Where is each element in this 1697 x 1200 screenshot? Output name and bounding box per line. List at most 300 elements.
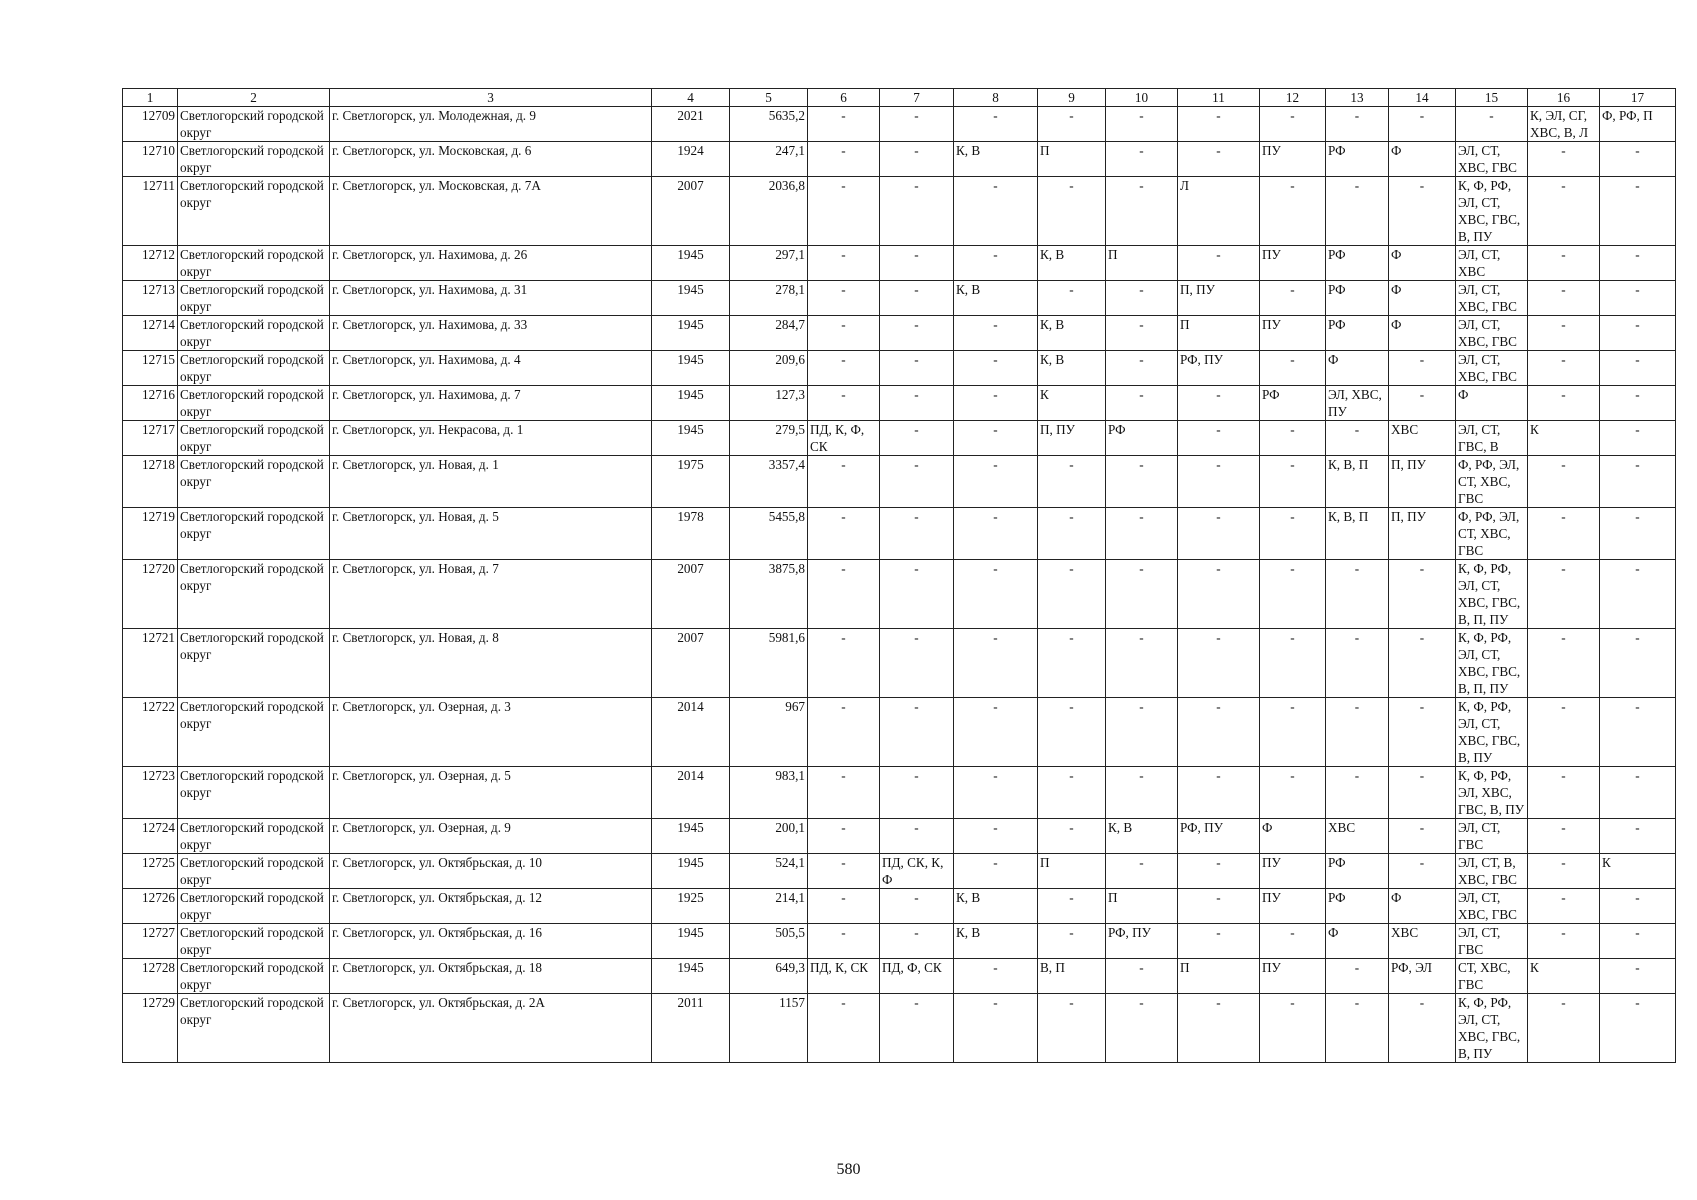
area-cell: 214,1 (730, 889, 808, 924)
row-number: 12712 (123, 246, 178, 281)
col14-cell: - (1389, 386, 1456, 421)
col6-cell: - (808, 351, 880, 386)
col11-cell: - (1178, 142, 1260, 177)
col7-cell: ПД, Ф, СК (880, 959, 954, 994)
col10-cell: - (1106, 177, 1178, 246)
area-cell: 5455,8 (730, 508, 808, 560)
col8-cell: - (954, 351, 1038, 386)
col7-cell: - (880, 351, 954, 386)
col9-cell: - (1038, 107, 1106, 142)
col17-cell: - (1600, 508, 1676, 560)
col10-cell: - (1106, 698, 1178, 767)
col14-cell: Ф (1389, 281, 1456, 316)
col13-cell: Ф (1326, 924, 1389, 959)
col13-cell: ХВС (1326, 819, 1389, 854)
address-cell: г. Светлогорск, ул. Октябрьская, д. 12 (330, 889, 652, 924)
year-cell: 2014 (652, 698, 730, 767)
col12-cell: ПУ (1260, 316, 1326, 351)
table-row (123, 316, 1676, 351)
col9-cell: - (1038, 177, 1106, 246)
col7-cell: - (880, 177, 954, 246)
col10-cell: РФ, ПУ (1106, 924, 1178, 959)
col15-cell: СТ, ХВС, ГВС (1456, 959, 1528, 994)
district-cell: Светлогорский городской округ (178, 246, 330, 281)
col17-cell: - (1600, 767, 1676, 819)
col17-cell: - (1600, 889, 1676, 924)
col6-cell: - (808, 924, 880, 959)
col10-cell: П (1106, 889, 1178, 924)
col11-cell: - (1178, 386, 1260, 421)
col6-cell: - (808, 246, 880, 281)
col9-cell: В, П (1038, 959, 1106, 994)
column-number-header: 9 (1038, 89, 1106, 107)
col6-cell: - (808, 508, 880, 560)
col10-cell: - (1106, 281, 1178, 316)
address-cell: г. Светлогорск, ул. Нахимова, д. 26 (330, 246, 652, 281)
area-cell: 1157 (730, 994, 808, 1063)
col8-cell: - (954, 854, 1038, 889)
col11-cell: - (1178, 767, 1260, 819)
row-number: 12709 (123, 107, 178, 142)
col8-cell: К, В (954, 281, 1038, 316)
col17-cell: Ф, РФ, П (1600, 107, 1676, 142)
col12-cell: - (1260, 508, 1326, 560)
col14-cell: - (1389, 177, 1456, 246)
col7-cell: - (880, 889, 954, 924)
column-number-header: 14 (1389, 89, 1456, 107)
col9-cell: - (1038, 456, 1106, 508)
district-cell: Светлогорский городской округ (178, 924, 330, 959)
table-row (123, 386, 1676, 421)
col9-cell: К (1038, 386, 1106, 421)
col8-cell: - (954, 994, 1038, 1063)
col12-cell: - (1260, 456, 1326, 508)
area-cell: 200,1 (730, 819, 808, 854)
address-cell: г. Светлогорск, ул. Октябрьская, д. 18 (330, 959, 652, 994)
year-cell: 2007 (652, 560, 730, 629)
col6-cell: - (808, 889, 880, 924)
col17-cell: - (1600, 698, 1676, 767)
col14-cell: - (1389, 107, 1456, 142)
col13-cell: - (1326, 560, 1389, 629)
table-row (123, 456, 1676, 508)
col15-cell: К, Ф, РФ, ЭЛ, СТ, ХВС, ГВС, В, ПУ (1456, 698, 1528, 767)
area-cell: 247,1 (730, 142, 808, 177)
row-number: 12714 (123, 316, 178, 351)
col12-cell: - (1260, 767, 1326, 819)
col16-cell: - (1528, 994, 1600, 1063)
col16-cell: - (1528, 351, 1600, 386)
table-row (123, 142, 1676, 177)
col9-cell: - (1038, 508, 1106, 560)
col8-cell: К, В (954, 889, 1038, 924)
col9-cell: - (1038, 889, 1106, 924)
col13-cell: РФ (1326, 854, 1389, 889)
address-cell: г. Светлогорск, ул. Нахимова, д. 33 (330, 316, 652, 351)
year-cell: 1924 (652, 142, 730, 177)
col17-cell: - (1600, 281, 1676, 316)
col12-cell: - (1260, 560, 1326, 629)
table-row (123, 508, 1676, 560)
col11-cell: Л (1178, 177, 1260, 246)
row-number: 12716 (123, 386, 178, 421)
col15-cell: Ф, РФ, ЭЛ, СТ, ХВС, ГВС (1456, 456, 1528, 508)
col12-cell: ПУ (1260, 889, 1326, 924)
col12-cell: - (1260, 629, 1326, 698)
table-row (123, 854, 1676, 889)
col7-cell: - (880, 281, 954, 316)
col8-cell: К, В (954, 142, 1038, 177)
table-row (123, 629, 1676, 698)
col12-cell: - (1260, 421, 1326, 456)
area-cell: 649,3 (730, 959, 808, 994)
col9-cell: - (1038, 924, 1106, 959)
col10-cell: - (1106, 560, 1178, 629)
table-row (123, 994, 1676, 1063)
col7-cell: ПД, СК, К, Ф (880, 854, 954, 889)
col11-cell: - (1178, 560, 1260, 629)
col6-cell: - (808, 177, 880, 246)
address-cell: г. Светлогорск, ул. Московская, д. 7А (330, 177, 652, 246)
col10-cell: - (1106, 994, 1178, 1063)
col11-cell: - (1178, 456, 1260, 508)
table-row (123, 767, 1676, 819)
row-number: 12729 (123, 994, 178, 1063)
col12-cell: - (1260, 924, 1326, 959)
col13-cell: - (1326, 629, 1389, 698)
col9-cell: К, В (1038, 246, 1106, 281)
col11-cell: - (1178, 629, 1260, 698)
column-number-header: 10 (1106, 89, 1178, 107)
col15-cell: ЭЛ, СТ, ХВС, ГВС (1456, 316, 1528, 351)
column-number-header: 5 (730, 89, 808, 107)
col7-cell: - (880, 924, 954, 959)
col10-cell: П (1106, 246, 1178, 281)
col9-cell: К, В (1038, 351, 1106, 386)
area-cell: 505,5 (730, 924, 808, 959)
col14-cell: - (1389, 560, 1456, 629)
col8-cell: - (954, 386, 1038, 421)
col11-cell: РФ, ПУ (1178, 819, 1260, 854)
col12-cell: ПУ (1260, 142, 1326, 177)
year-cell: 1945 (652, 924, 730, 959)
district-cell: Светлогорский городской округ (178, 629, 330, 698)
year-cell: 1945 (652, 386, 730, 421)
year-cell: 1945 (652, 351, 730, 386)
col14-cell: Ф (1389, 316, 1456, 351)
col6-cell: - (808, 819, 880, 854)
address-cell: г. Светлогорск, ул. Октябрьская, д. 2А (330, 994, 652, 1063)
col13-cell: - (1326, 107, 1389, 142)
col14-cell: - (1389, 698, 1456, 767)
col14-cell: ХВС (1389, 924, 1456, 959)
col7-cell: - (880, 456, 954, 508)
col17-cell: - (1600, 421, 1676, 456)
column-number-header: 12 (1260, 89, 1326, 107)
col15-cell: ЭЛ, СТ, ХВС, ГВС (1456, 351, 1528, 386)
col13-cell: РФ (1326, 889, 1389, 924)
col10-cell: - (1106, 142, 1178, 177)
col15-cell: К, Ф, РФ, ЭЛ, ХВС, ГВС, В, ПУ (1456, 767, 1528, 819)
district-cell: Светлогорский городской округ (178, 351, 330, 386)
col7-cell: - (880, 386, 954, 421)
col15-cell: ЭЛ, СТ, ХВС, ГВС (1456, 281, 1528, 316)
address-cell: г. Светлогорск, ул. Московская, д. 6 (330, 142, 652, 177)
col15-cell: К, Ф, РФ, ЭЛ, СТ, ХВС, ГВС, В, ПУ (1456, 177, 1528, 246)
col6-cell: ПД, К, СК (808, 959, 880, 994)
table-row (123, 819, 1676, 854)
column-number-header: 15 (1456, 89, 1528, 107)
col14-cell: - (1389, 854, 1456, 889)
col11-cell: - (1178, 107, 1260, 142)
col11-cell: - (1178, 421, 1260, 456)
col6-cell: ПД, К, Ф, СК (808, 421, 880, 456)
col17-cell: - (1600, 316, 1676, 351)
col7-cell: - (880, 629, 954, 698)
col13-cell: - (1326, 994, 1389, 1063)
page-number: 580 (836, 1161, 861, 1178)
address-cell: г. Светлогорск, ул. Молодежная, д. 9 (330, 107, 652, 142)
col9-cell: - (1038, 819, 1106, 854)
col15-cell: ЭЛ, СТ, ХВС, ГВС (1456, 142, 1528, 177)
col8-cell: - (954, 421, 1038, 456)
column-number-header: 1 (123, 89, 178, 107)
col9-cell: - (1038, 629, 1106, 698)
table-row (123, 421, 1676, 456)
col10-cell: - (1106, 629, 1178, 698)
col11-cell: - (1178, 246, 1260, 281)
col17-cell: - (1600, 959, 1676, 994)
column-number-row (123, 89, 1676, 107)
address-cell: г. Светлогорск, ул. Октябрьская, д. 10 (330, 854, 652, 889)
col17-cell: - (1600, 560, 1676, 629)
col13-cell: РФ (1326, 281, 1389, 316)
col15-cell: ЭЛ, СТ, ГВС, В (1456, 421, 1528, 456)
table-row (123, 698, 1676, 767)
col7-cell: - (880, 819, 954, 854)
district-cell: Светлогорский городской округ (178, 767, 330, 819)
col15-cell: К, Ф, РФ, ЭЛ, СТ, ХВС, ГВС, В, ПУ (1456, 994, 1528, 1063)
col11-cell: П, ПУ (1178, 281, 1260, 316)
year-cell: 2007 (652, 177, 730, 246)
year-cell: 1945 (652, 281, 730, 316)
row-number: 12713 (123, 281, 178, 316)
col16-cell: - (1528, 456, 1600, 508)
col11-cell: - (1178, 994, 1260, 1063)
col8-cell: - (954, 819, 1038, 854)
col8-cell: К, В (954, 924, 1038, 959)
table-row (123, 246, 1676, 281)
district-cell: Светлогорский городской округ (178, 177, 330, 246)
col16-cell: - (1528, 698, 1600, 767)
district-cell: Светлогорский городской округ (178, 281, 330, 316)
address-cell: г. Светлогорск, ул. Озерная, д. 9 (330, 819, 652, 854)
col11-cell: - (1178, 508, 1260, 560)
col15-cell: К, Ф, РФ, ЭЛ, СТ, ХВС, ГВС, В, П, ПУ (1456, 629, 1528, 698)
address-cell: г. Светлогорск, ул. Нахимова, д. 31 (330, 281, 652, 316)
col8-cell: - (954, 316, 1038, 351)
col9-cell: - (1038, 767, 1106, 819)
col17-cell: - (1600, 924, 1676, 959)
area-cell: 279,5 (730, 421, 808, 456)
col16-cell: К, ЭЛ, СГ, ХВС, В, Л (1528, 107, 1600, 142)
year-cell: 2014 (652, 767, 730, 819)
col11-cell: - (1178, 854, 1260, 889)
col16-cell: К (1528, 959, 1600, 994)
row-number: 12720 (123, 560, 178, 629)
col8-cell: - (954, 959, 1038, 994)
col17-cell: - (1600, 351, 1676, 386)
col14-cell: - (1389, 819, 1456, 854)
col7-cell: - (880, 421, 954, 456)
col8-cell: - (954, 246, 1038, 281)
year-cell: 2021 (652, 107, 730, 142)
address-cell: г. Светлогорск, ул. Новая, д. 5 (330, 508, 652, 560)
year-cell: 1945 (652, 246, 730, 281)
area-cell: 284,7 (730, 316, 808, 351)
col6-cell: - (808, 316, 880, 351)
address-cell: г. Светлогорск, ул. Нахимова, д. 7 (330, 386, 652, 421)
col14-cell: - (1389, 351, 1456, 386)
column-number-header: 11 (1178, 89, 1260, 107)
col12-cell: - (1260, 281, 1326, 316)
col6-cell: - (808, 107, 880, 142)
col10-cell: - (1106, 959, 1178, 994)
col6-cell: - (808, 142, 880, 177)
column-number-header: 6 (808, 89, 880, 107)
col10-cell: - (1106, 316, 1178, 351)
col8-cell: - (954, 508, 1038, 560)
col8-cell: - (954, 767, 1038, 819)
col16-cell: - (1528, 386, 1600, 421)
col16-cell: - (1528, 924, 1600, 959)
row-number: 12726 (123, 889, 178, 924)
table-body (123, 107, 1676, 1063)
area-cell: 5635,2 (730, 107, 808, 142)
row-number: 12724 (123, 819, 178, 854)
col17-cell: - (1600, 142, 1676, 177)
col7-cell: - (880, 698, 954, 767)
col14-cell: ХВС (1389, 421, 1456, 456)
col10-cell: - (1106, 767, 1178, 819)
column-number-header: 4 (652, 89, 730, 107)
col14-cell: П, ПУ (1389, 456, 1456, 508)
col8-cell: - (954, 107, 1038, 142)
col17-cell: - (1600, 386, 1676, 421)
area-cell: 967 (730, 698, 808, 767)
row-number: 12719 (123, 508, 178, 560)
col17-cell: - (1600, 819, 1676, 854)
column-number-header: 3 (330, 89, 652, 107)
col9-cell: - (1038, 994, 1106, 1063)
area-cell: 297,1 (730, 246, 808, 281)
column-number-header: 2 (178, 89, 330, 107)
district-cell: Светлогорский городской округ (178, 421, 330, 456)
col13-cell: К, В, П (1326, 456, 1389, 508)
col17-cell: - (1600, 246, 1676, 281)
col10-cell: - (1106, 508, 1178, 560)
address-cell: г. Светлогорск, ул. Озерная, д. 3 (330, 698, 652, 767)
col14-cell: - (1389, 767, 1456, 819)
address-cell: г. Светлогорск, ул. Новая, д. 7 (330, 560, 652, 629)
col7-cell: - (880, 767, 954, 819)
area-cell: 5981,6 (730, 629, 808, 698)
row-number: 12710 (123, 142, 178, 177)
row-number: 12727 (123, 924, 178, 959)
col12-cell: ПУ (1260, 246, 1326, 281)
col16-cell: - (1528, 767, 1600, 819)
row-number: 12721 (123, 629, 178, 698)
col9-cell: П, ПУ (1038, 421, 1106, 456)
year-cell: 2007 (652, 629, 730, 698)
col14-cell: П, ПУ (1389, 508, 1456, 560)
col16-cell: - (1528, 508, 1600, 560)
col13-cell: - (1326, 959, 1389, 994)
col17-cell: - (1600, 629, 1676, 698)
col8-cell: - (954, 560, 1038, 629)
year-cell: 1945 (652, 854, 730, 889)
address-cell: г. Светлогорск, ул. Некрасова, д. 1 (330, 421, 652, 456)
col7-cell: - (880, 508, 954, 560)
col11-cell: П (1178, 316, 1260, 351)
col7-cell: - (880, 316, 954, 351)
col7-cell: - (880, 142, 954, 177)
row-number: 12725 (123, 854, 178, 889)
area-cell: 983,1 (730, 767, 808, 819)
col12-cell: - (1260, 994, 1326, 1063)
area-cell: 278,1 (730, 281, 808, 316)
col8-cell: - (954, 629, 1038, 698)
col8-cell: - (954, 177, 1038, 246)
table-row (123, 924, 1676, 959)
year-cell: 1975 (652, 456, 730, 508)
col12-cell: ПУ (1260, 959, 1326, 994)
address-cell: г. Светлогорск, ул. Новая, д. 8 (330, 629, 652, 698)
col9-cell: П (1038, 142, 1106, 177)
col7-cell: - (880, 994, 954, 1063)
col7-cell: - (880, 107, 954, 142)
col15-cell: К, Ф, РФ, ЭЛ, СТ, ХВС, ГВС, В, П, ПУ (1456, 560, 1528, 629)
col10-cell: - (1106, 107, 1178, 142)
col17-cell: - (1600, 456, 1676, 508)
year-cell: 1945 (652, 959, 730, 994)
col14-cell: - (1389, 629, 1456, 698)
col16-cell: - (1528, 142, 1600, 177)
col9-cell: - (1038, 281, 1106, 316)
table-row (123, 560, 1676, 629)
col16-cell: - (1528, 889, 1600, 924)
col13-cell: - (1326, 698, 1389, 767)
col16-cell: К (1528, 421, 1600, 456)
col10-cell: - (1106, 351, 1178, 386)
col13-cell: РФ (1326, 316, 1389, 351)
area-cell: 2036,8 (730, 177, 808, 246)
col12-cell: - (1260, 107, 1326, 142)
address-cell: г. Светлогорск, ул. Озерная, д. 5 (330, 767, 652, 819)
table-row (123, 177, 1676, 246)
col6-cell: - (808, 560, 880, 629)
year-cell: 1945 (652, 421, 730, 456)
col15-cell: ЭЛ, СТ, ГВС (1456, 819, 1528, 854)
col16-cell: - (1528, 629, 1600, 698)
district-cell: Светлогорский городской округ (178, 560, 330, 629)
col7-cell: - (880, 560, 954, 629)
col10-cell: РФ (1106, 421, 1178, 456)
district-cell: Светлогорский городской округ (178, 456, 330, 508)
col8-cell: - (954, 698, 1038, 767)
col10-cell: К, В (1106, 819, 1178, 854)
col6-cell: - (808, 386, 880, 421)
